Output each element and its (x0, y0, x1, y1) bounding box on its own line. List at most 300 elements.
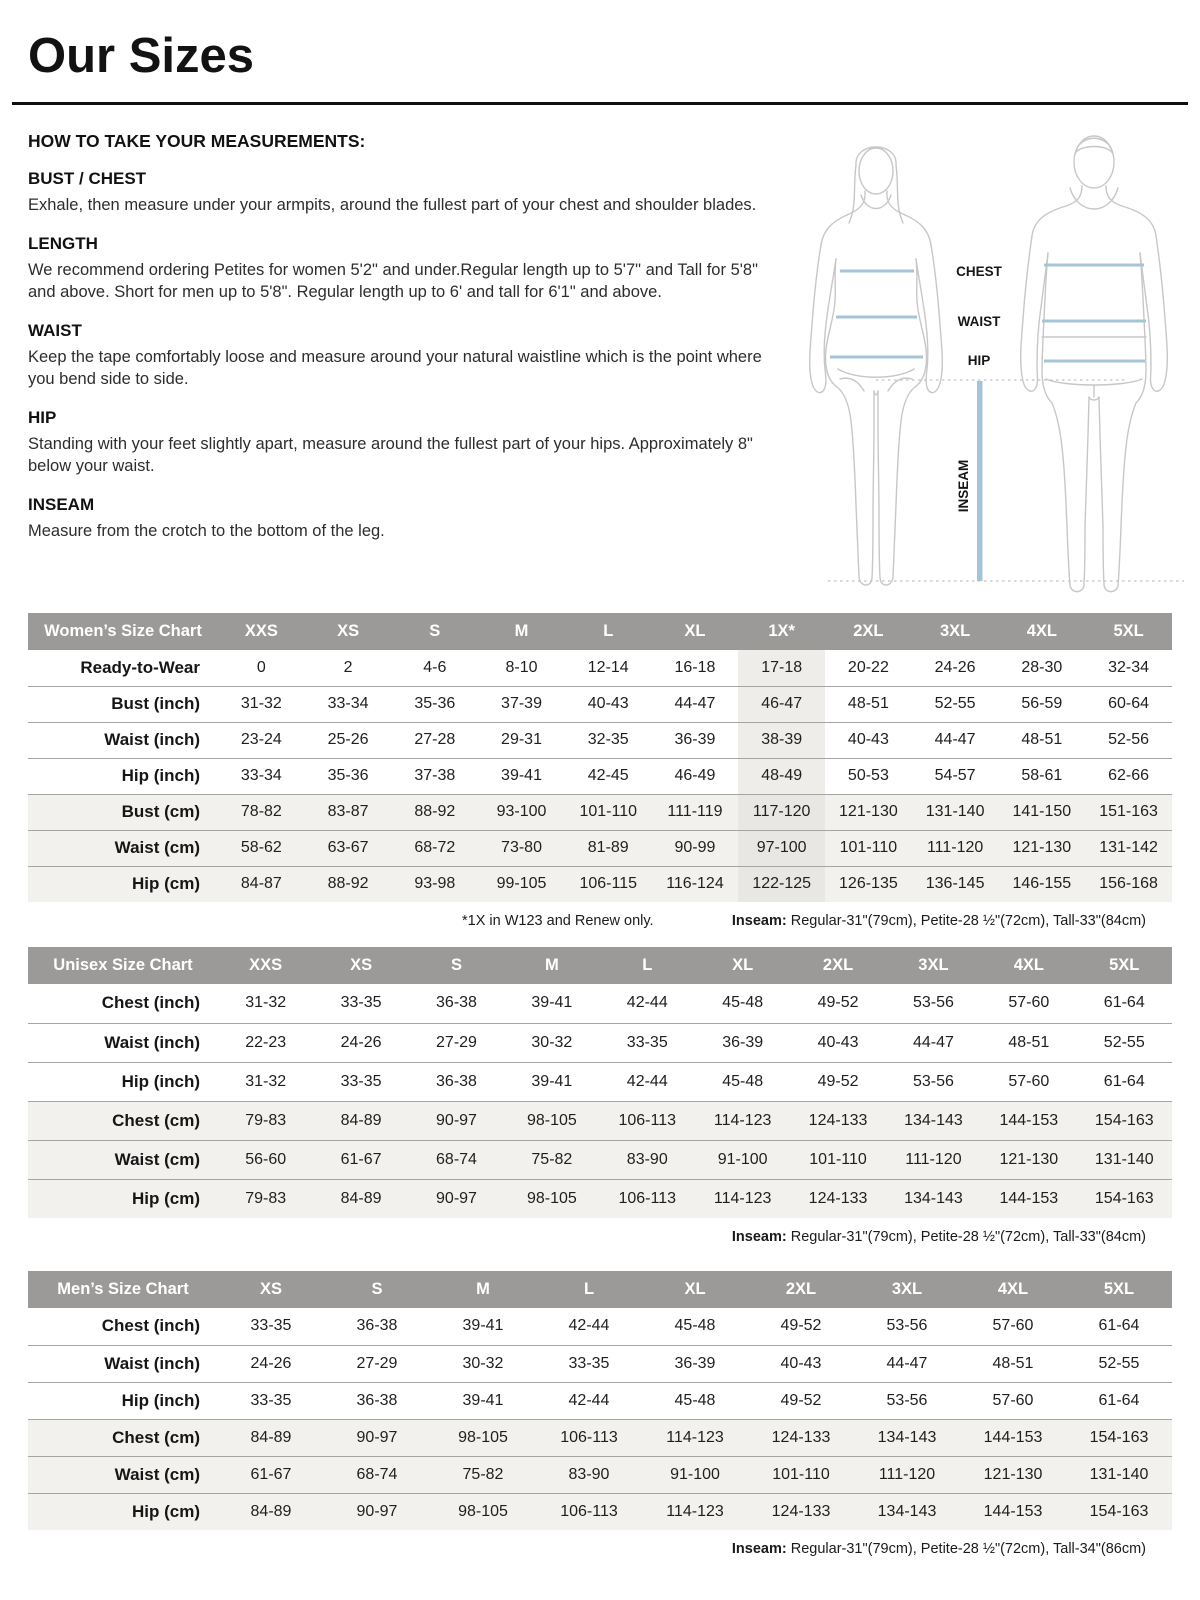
size-cell: 50-53 (847, 767, 889, 784)
size-cell: 30-32 (531, 1033, 573, 1051)
table-row (28, 686, 1172, 722)
size-cell: 60-64 (1108, 695, 1150, 712)
size-cell: 141-150 (998, 794, 1085, 830)
size-cell: 121-130 (981, 1140, 1076, 1179)
column-header: S (409, 947, 504, 984)
table-row (28, 758, 1172, 794)
size-cell: 61-64 (1098, 1317, 1140, 1335)
table-row (28, 1140, 1172, 1179)
size-cell: 33-35 (340, 994, 382, 1012)
size-cell: 30-32 (462, 1354, 504, 1372)
column-header: 1X* (738, 613, 825, 650)
size-cell: 53-56 (912, 1072, 954, 1090)
page-title: Our Sizes (28, 29, 255, 83)
size-cell: 121-130 (998, 830, 1085, 866)
size-cell: 90-99 (652, 830, 739, 866)
size-cell: 73-80 (478, 830, 565, 866)
size-cell: 106-115 (565, 866, 652, 902)
row-label: Waist (cm) (28, 1140, 218, 1179)
row-label: Waist (inch) (104, 730, 200, 749)
table-row (28, 1456, 1172, 1493)
inseam-footnote: Inseam: Regular-31"(79cm), Petite-28 ½"(72cm), Tall-34"(86cm) (731, 1541, 1146, 1557)
size-cell: 88-92 (305, 866, 392, 902)
size-cell: 45-48 (674, 1317, 716, 1335)
size-cell: 154-163 (1077, 1101, 1172, 1140)
size-cell: 78-82 (218, 794, 305, 830)
size-cell: 117-120 (738, 794, 825, 830)
size-cell: 42-44 (626, 994, 668, 1012)
size-cell: 31-32 (245, 1072, 287, 1090)
table-row (28, 1179, 1172, 1218)
size-cell: 93-98 (391, 866, 478, 902)
size-cell: 57-60 (992, 1317, 1034, 1335)
column-header: 2XL (825, 613, 912, 650)
size-cell: 97-100 (738, 830, 825, 866)
size-cell: 75-82 (504, 1140, 599, 1179)
waist-label: WAIST (957, 314, 1001, 329)
size-cell: 99-105 (478, 866, 565, 902)
size-cell: 4-6 (423, 658, 447, 676)
size-cell: 98-105 (430, 1419, 536, 1456)
size-cell: 53-56 (886, 1317, 928, 1335)
size-cell: 31-32 (245, 994, 287, 1012)
size-cell: 121-130 (960, 1456, 1066, 1493)
size-cell: 131-140 (1066, 1456, 1172, 1493)
size-cell: 63-67 (305, 830, 392, 866)
size-cell: 22-23 (245, 1033, 287, 1051)
size-cell: 24-26 (250, 1354, 292, 1372)
size-cell: 40-43 (817, 1033, 859, 1051)
size-cell: 31-32 (240, 695, 282, 712)
inseam-footnote: Inseam: Regular-31"(79cm), Petite-28 ½"(72cm), Tall-33"(84cm) (731, 913, 1146, 929)
size-cell: 98-105 (504, 1179, 599, 1218)
size-cell: 45-48 (674, 1391, 716, 1409)
size-cell: 154-163 (1066, 1493, 1172, 1530)
size-cell: 24-26 (934, 658, 976, 676)
size-cell: 75-82 (430, 1456, 536, 1493)
size-cell: 144-153 (981, 1179, 1076, 1218)
size-cell: 53-56 (912, 994, 954, 1012)
size-cell: 68-74 (324, 1456, 430, 1493)
size-cell: 111-120 (854, 1456, 960, 1493)
size-cell: 136-145 (912, 866, 999, 902)
size-cell: 131-142 (1085, 830, 1172, 866)
size-cell: 40-43 (847, 731, 889, 748)
instruction-sections (28, 169, 776, 543)
table-row (28, 722, 1172, 758)
table-row (28, 1023, 1172, 1062)
column-header: XL (642, 1271, 748, 1308)
size-cell: 39-41 (462, 1317, 504, 1335)
size-cell: 134-143 (854, 1493, 960, 1530)
size-cell: 39-41 (462, 1391, 504, 1409)
size-cell: 39-41 (501, 767, 542, 784)
size-cell: 91-100 (642, 1456, 748, 1493)
column-header: S (324, 1271, 430, 1308)
section-title: WAIST (28, 320, 82, 340)
section-body: Measure from the crotch to the bottom of the leg. (28, 521, 385, 540)
size-cell: 156-168 (1085, 866, 1172, 902)
hip-label: HIP (967, 353, 991, 368)
size-cell: 106-113 (600, 1179, 695, 1218)
size-cell: 68-74 (409, 1140, 504, 1179)
column-header: M (504, 947, 599, 984)
size-cell: 131-140 (912, 794, 999, 830)
size-cell: 44-47 (934, 731, 976, 748)
size-cell: 49-52 (817, 1072, 859, 1090)
mens-size-chart-table (28, 1271, 1172, 1530)
size-cell: 33-35 (626, 1033, 668, 1051)
table-row (28, 1419, 1172, 1456)
size-cell: 146-155 (998, 866, 1085, 902)
size-cell: 38-39 (738, 722, 825, 758)
unisex-size-chart-table (28, 947, 1172, 1218)
size-cell: 8-10 (505, 658, 538, 676)
size-cell: 91-100 (695, 1140, 790, 1179)
size-cell: 84-89 (313, 1101, 408, 1140)
row-label: Hip (cm) (28, 1493, 218, 1530)
measurement-diagram (776, 129, 1186, 599)
size-cell: 58-62 (218, 830, 305, 866)
column-header: XL (652, 613, 739, 650)
size-cell: 144-153 (960, 1493, 1066, 1530)
row-label: Chest (cm) (28, 1101, 218, 1140)
size-cell: 98-105 (504, 1101, 599, 1140)
size-cell: 48-51 (1008, 1033, 1050, 1051)
size-cell: 27-29 (356, 1354, 398, 1372)
table-footnotes (28, 1541, 1170, 1561)
size-cell: 61-64 (1103, 1072, 1145, 1090)
size-cell: 114-123 (642, 1493, 748, 1530)
size-cell: 29-31 (501, 731, 542, 748)
size-cell: 58-61 (1021, 767, 1063, 784)
size-cell: 84-87 (218, 866, 305, 902)
size-cell: 111-120 (912, 830, 999, 866)
instructions-heading: HOW TO TAKE YOUR MEASUREMENTS: (28, 131, 366, 151)
column-header: 3XL (886, 947, 981, 984)
section-title: BUST / CHEST (28, 169, 147, 188)
size-cell: 56-60 (218, 1140, 313, 1179)
size-cell: 33-35 (568, 1354, 610, 1372)
size-cell: 90-97 (324, 1419, 430, 1456)
size-cell: 101-110 (748, 1456, 854, 1493)
size-cell: 57-60 (1008, 994, 1050, 1012)
inseam-label: INSEAM (956, 459, 971, 513)
size-cell: 111-119 (652, 794, 739, 830)
table-row (28, 794, 1172, 830)
size-cell: 134-143 (886, 1101, 981, 1140)
column-header: M (478, 613, 565, 650)
row-label: Bust (cm) (28, 794, 218, 830)
table-row (28, 1308, 1172, 1345)
column-header: 5XL (1077, 947, 1172, 984)
row-label: Waist (cm) (28, 1456, 218, 1493)
inseam-bar (977, 381, 983, 581)
measurement-lines (830, 265, 1146, 361)
size-cell: 0 (256, 658, 266, 676)
column-header: XS (305, 613, 392, 650)
row-label: Chest (cm) (28, 1419, 218, 1456)
size-cell: 44-47 (886, 1354, 928, 1372)
size-cell: 36-39 (674, 731, 716, 748)
size-cell: 42-44 (568, 1391, 610, 1409)
size-cell: 83-90 (536, 1456, 642, 1493)
size-cell: 45-48 (722, 1072, 764, 1090)
row-label: Bust (inch) (111, 694, 200, 713)
size-cell: 33-35 (250, 1391, 292, 1409)
size-cell: 27-28 (414, 731, 456, 748)
table-row (28, 1493, 1172, 1530)
section-body: Standing with your feet slightly apart, measure around the fullest part of your hips. Approximately 8" below your waist. (28, 434, 753, 475)
size-cell: 35-36 (327, 767, 369, 784)
size-cell: 24-26 (340, 1033, 382, 1051)
size-cell: 62-66 (1108, 767, 1150, 784)
table-row (28, 1101, 1172, 1140)
unisex-size-chart-block (28, 947, 1172, 1249)
table-title-cell: Unisex Size Chart (28, 947, 218, 984)
measurements-section (28, 129, 1172, 599)
size-cell: 53-56 (886, 1391, 928, 1409)
chest-label: CHEST (956, 264, 1002, 279)
size-cell: 88-92 (391, 794, 478, 830)
size-cell: 35-36 (414, 695, 456, 712)
row-label: Waist (cm) (28, 830, 218, 866)
size-cell: 16-18 (674, 658, 716, 676)
column-header: 3XL (854, 1271, 960, 1308)
size-cell: 90-97 (324, 1493, 430, 1530)
size-cell: 124-133 (748, 1419, 854, 1456)
table-row (28, 984, 1172, 1023)
size-cell: 39-41 (531, 1072, 573, 1090)
column-header: 4XL (960, 1271, 1066, 1308)
size-cell: 2 (343, 658, 353, 676)
size-cell: 33-35 (340, 1072, 382, 1090)
size-cell: 144-153 (960, 1419, 1066, 1456)
size-cell: 40-43 (780, 1354, 822, 1372)
column-header: 4XL (998, 613, 1085, 650)
section-body: We recommend ordering Petites for women 5'2" and under.Regular length up to 5'7" and Tall for 5'8" and above. Short for men up to 5'8". Regular length up to 6' and tall for 6'1" and above. (28, 260, 758, 301)
column-header: XXS (218, 613, 305, 650)
size-cell: 126-135 (825, 866, 912, 902)
size-cell: 56-59 (1021, 695, 1063, 712)
row-label: Waist (inch) (104, 1353, 200, 1373)
size-cell: 90-97 (409, 1101, 504, 1140)
size-cell: 17-18 (738, 650, 825, 686)
table-title-cell: Women’s Size Chart (28, 613, 218, 650)
size-cell: 33-34 (240, 767, 282, 784)
size-cell: 124-133 (790, 1179, 885, 1218)
size-cell: 84-89 (218, 1493, 324, 1530)
size-cell: 23-24 (240, 731, 282, 748)
size-cell: 52-55 (1103, 1033, 1145, 1051)
row-label: Chest (inch) (101, 993, 200, 1013)
size-cell: 33-35 (250, 1317, 292, 1335)
column-header: XXS (218, 947, 313, 984)
size-cell: 40-43 (587, 695, 629, 712)
table-title-cell: Men’s Size Chart (28, 1271, 218, 1308)
size-cell: 79-83 (218, 1179, 313, 1218)
table-row (28, 866, 1172, 902)
size-cell: 44-47 (912, 1033, 954, 1051)
female-figure (810, 147, 943, 585)
size-cell: 48-51 (1021, 731, 1063, 748)
size-cell: 154-163 (1066, 1419, 1172, 1456)
size-cell: 131-140 (1077, 1140, 1172, 1179)
section-title: INSEAM (28, 494, 95, 514)
size-cell: 37-39 (501, 695, 542, 712)
column-header: M (430, 1271, 536, 1308)
size-cell: 42-44 (568, 1317, 610, 1335)
size-cell: 46-49 (674, 767, 716, 784)
size-cell: 114-123 (695, 1101, 790, 1140)
size-cell: 28-30 (1021, 658, 1063, 676)
size-cell: 27-29 (436, 1033, 477, 1051)
size-cell: 83-87 (305, 794, 392, 830)
size-cell: 106-113 (536, 1419, 642, 1456)
size-cell: 45-48 (722, 994, 764, 1012)
table-footnotes (28, 913, 1170, 933)
size-cell: 111-120 (886, 1140, 981, 1179)
size-cell: 42-45 (587, 767, 629, 784)
size-cell: 154-163 (1077, 1179, 1172, 1218)
size-cell: 20-22 (847, 658, 889, 676)
size-cell: 106-113 (536, 1493, 642, 1530)
size-cell: 121-130 (825, 794, 912, 830)
table-footnotes (28, 1229, 1170, 1249)
inseam-footnote-label: Inseam: (731, 1229, 787, 1245)
womens-size-chart-block (28, 613, 1172, 933)
male-figure (1021, 136, 1168, 592)
size-cell: 134-143 (886, 1179, 981, 1218)
section-body: Keep the tape comfortably loose and measure around your natural waistline which is the point where you bend side to side. (28, 347, 762, 388)
column-header: L (565, 613, 652, 650)
body-measurement-illustration (776, 129, 1186, 599)
size-cell: 101-110 (565, 794, 652, 830)
size-cell: 93-100 (478, 794, 565, 830)
size-cell: 101-110 (825, 830, 912, 866)
column-header: XS (218, 1271, 324, 1308)
size-cell: 83-90 (600, 1140, 695, 1179)
size-cell: 79-83 (218, 1101, 313, 1140)
column-header: 2XL (748, 1271, 854, 1308)
column-header: XS (313, 947, 408, 984)
size-cell: 42-44 (626, 1072, 668, 1090)
size-cell: 61-67 (313, 1140, 408, 1179)
inseam-footnote: Inseam: Regular-31"(79cm), Petite-28 ½"(72cm), Tall-33"(84cm) (731, 1229, 1146, 1245)
size-cell: 49-52 (780, 1317, 822, 1335)
section-body: Exhale, then measure under your armpits, around the fullest part of your chest and shoulder blades. (28, 196, 757, 214)
size-cell: 44-47 (674, 695, 716, 712)
size-cell: 25-26 (327, 731, 369, 748)
size-cell: 52-56 (1108, 731, 1150, 748)
measurement-instructions (28, 129, 776, 543)
size-cell: 52-55 (934, 695, 976, 712)
row-label: Ready-to-Wear (80, 657, 200, 677)
dotted-reference-lines (828, 380, 1184, 581)
size-cell: 48-49 (738, 758, 825, 794)
size-cell: 151-163 (1085, 794, 1172, 830)
size-cell: 37-38 (414, 767, 456, 784)
size-cell: 116-124 (652, 866, 739, 902)
size-cell: 81-89 (565, 830, 652, 866)
row-label: Chest (inch) (101, 1316, 200, 1336)
size-cell: 48-51 (992, 1354, 1034, 1372)
table-row (28, 1382, 1172, 1419)
column-header: 2XL (790, 947, 885, 984)
size-cell: 61-64 (1103, 994, 1145, 1012)
row-label: Hip (inch) (121, 1390, 200, 1410)
size-cell: 114-123 (642, 1419, 748, 1456)
mens-size-chart-block (28, 1271, 1172, 1561)
column-header: L (536, 1271, 642, 1308)
size-cell: 36-38 (356, 1317, 398, 1335)
size-cell: 106-113 (600, 1101, 695, 1140)
section-title: HIP (28, 407, 57, 427)
row-label: Hip (inch) (121, 766, 200, 785)
size-cell: 32-34 (1108, 658, 1150, 676)
size-cell: 36-39 (722, 1033, 764, 1051)
size-cell: 32-35 (587, 731, 629, 748)
size-cell: 61-64 (1098, 1391, 1140, 1409)
table-row (28, 1345, 1172, 1382)
size-cell: 46-47 (738, 686, 825, 722)
row-label: Hip (cm) (28, 1179, 218, 1218)
size-cell: 48-51 (847, 695, 889, 712)
column-header: 3XL (912, 613, 999, 650)
size-cell: 49-52 (817, 994, 859, 1012)
size-cell: 57-60 (992, 1391, 1034, 1409)
size-cell: 114-123 (695, 1179, 790, 1218)
table-row (28, 650, 1172, 686)
row-label: Hip (cm) (28, 866, 218, 902)
size-cell: 36-38 (356, 1391, 398, 1409)
size-cell: 134-143 (854, 1419, 960, 1456)
size-cell: 36-39 (674, 1354, 716, 1372)
table-row (28, 1062, 1172, 1101)
size-cell: 36-38 (436, 994, 477, 1012)
size-cell: 84-89 (313, 1179, 408, 1218)
size-cell: 57-60 (1008, 1072, 1050, 1090)
size-cell: 54-57 (934, 767, 976, 784)
size-cell: 84-89 (218, 1419, 324, 1456)
table-row (28, 830, 1172, 866)
size-cell: 101-110 (790, 1140, 885, 1179)
size-cell: 122-125 (738, 866, 825, 902)
size-cell: 124-133 (790, 1101, 885, 1140)
size-cell: 90-97 (409, 1179, 504, 1218)
size-cell: 144-153 (981, 1101, 1076, 1140)
column-header: S (391, 613, 478, 650)
size-cell: 61-67 (218, 1456, 324, 1493)
inseam-footnote-label: Inseam: (731, 913, 787, 929)
size-cell: 36-38 (436, 1072, 477, 1090)
size-cell: 124-133 (748, 1493, 854, 1530)
row-label: Waist (inch) (104, 1032, 200, 1052)
size-cell: 52-55 (1098, 1354, 1140, 1372)
row-label: Hip (inch) (121, 1071, 200, 1091)
size-charts (28, 613, 1172, 1561)
title-divider (12, 102, 1188, 105)
womens-size-chart-table (28, 613, 1172, 902)
column-header: L (600, 947, 695, 984)
size-cell: 49-52 (780, 1391, 822, 1409)
column-header: XL (695, 947, 790, 984)
asterisk-footnote: *1X in W123 and Renew only. (462, 913, 654, 929)
size-cell: 98-105 (430, 1493, 536, 1530)
section-title: LENGTH (28, 233, 98, 253)
size-cell: 33-34 (327, 695, 369, 712)
size-cell: 39-41 (531, 994, 573, 1012)
